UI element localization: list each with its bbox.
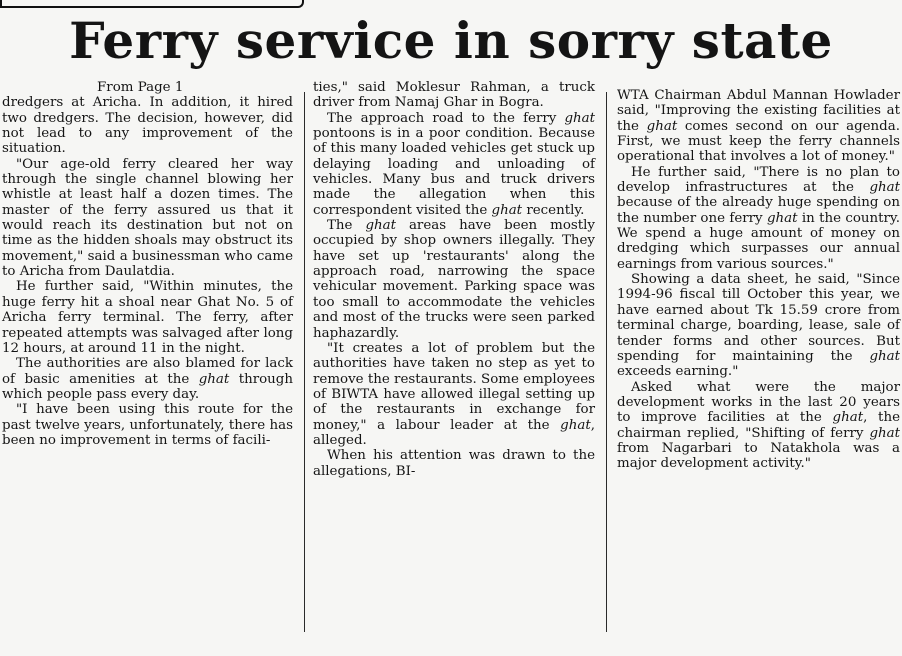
paragraph: When his attention was drawn to the allegations, BI- [313,448,595,479]
paragraph: dredgers at Aricha. In addition, it hired two dredgers. The decision, however, did not lead to any improvement of the situation. [2,95,293,157]
paragraph [2,356,293,402]
paragraph [617,165,900,272]
text-run: from Nagarbari to Natakhola was a major development activity." [617,440,900,472]
text-run: Showing a data sheet, he said, "Since 1994-96 fiscal till October this year, we have earned about Tk 15.59 crore from terminal charge, boarding, lease, sale of tender forms and other sources. But spending for maintaining the [617,272,900,364]
text-run: The approach road to the ferry [327,110,565,126]
italic-term: ghat [766,210,798,226]
text-run: comes second on our agenda. First, we must keep the ferry channels operational that involves a lot of money." [617,118,900,165]
paragraph: He further said, "Within minutes, the huge ferry hit a shoal near Ghat No. 5 of Aricha ferry terminal. The ferry, after repeated attempts was salvaged after long 12 hours, at around 11 in the night. [2,279,293,356]
article-column-1 [2,80,293,448]
paragraph [617,380,900,472]
italic-term: ghat [869,180,900,196]
text-run: "It creates a lot of problem but the authorities have taken no step as yet to remove the restaurants. Some employees of BIWTA have allowed illegal setting up of the restaurants in exchange for money," a labour leader at the [313,340,595,433]
text-run: in the country. We spend a huge amount of money on dredging which surpasses our annual earnings from various sources." [617,210,900,272]
italic-term: ghat [869,348,900,364]
column-rule-2 [606,92,607,632]
text-run: He further said, "There is no plan to develop infrastructures at the [617,164,900,196]
text-run: areas have been mostly occupied by shop owners illegally. They have set up 'restaurants' along the approach road, narrowing the space vehicular movement. Parking space was too small to accommodate the vehicles and most of the trucks were seen parked haphazardly. [313,218,595,341]
text-run: , alleged. [313,417,595,448]
text-run: exceeds earning." [617,364,739,380]
italic-term: ghat [564,110,595,126]
article-column-2 [313,80,595,479]
continuation-label: From Page 1 [97,80,184,95]
paragraph [617,272,900,379]
italic-term: ghat [198,371,230,387]
italic-term: ghat [869,425,900,441]
article-column-3 [617,88,900,472]
italic-term: ghat [832,410,864,426]
italic-term: ghat [646,118,678,134]
text-run: , the chairman replied, "Shifting of ferry [617,410,900,441]
paragraph: "I have been using this route for the past twelve years, unfortunately, there has been no improvement in terms of facili- [2,402,293,448]
text-run: Asked what were the major development works in the last 20 years to improve facilities at the [617,379,900,426]
text-run: The [327,218,366,234]
text-run: WTA Chairman Abdul Mannan Howlader said, "Improving the existing facilities at the [617,88,900,134]
text-run: pontoons is in a poor condition. Because of this many loaded vehicles get stuck up delaying loading and unloading of vehicles. Many bus and truck drivers made the allegation when this correspondent visited the [313,126,595,218]
italic-term: ghat [560,417,591,433]
paragraph [313,341,595,448]
paragraph [313,111,595,218]
paragraph: ties," said Moklesur Rahman, a truck driver from Namaj Ghar in Bogra. [313,80,595,111]
paragraph: "Our age-old ferry cleared her way through the single channel blowing her whistle at least half a dozen times. The master of the ferry assured us that it would reach its destination but not on time as the hidden shoals may obstruct its movement," said a businessman who came to Aricha from Daulatdia. [2,156,293,280]
headline: Ferry service in sorry state [69,11,833,70]
text-run: through which people pass every day. [2,371,293,402]
italic-term: ghat [491,202,523,218]
text-run: The authorities are also blamed for lack of basic amenities at the [2,356,293,387]
text-run: because of the already huge spending on the number one ferry [617,195,900,226]
column-rule-1 [304,92,305,632]
italic-term: ghat [365,218,396,234]
paragraph [313,218,595,341]
paragraph [617,88,900,165]
text-run: recently. [522,202,585,218]
